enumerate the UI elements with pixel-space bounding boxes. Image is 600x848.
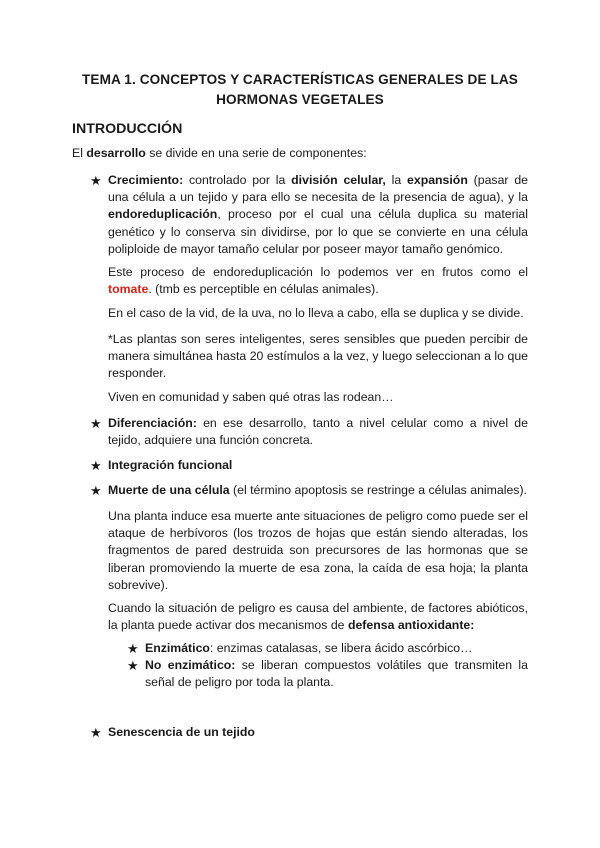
bullet-senescencia: Senescencia de un tejido: [108, 725, 255, 739]
paragraph-vid: En el caso de la vid, de la uva, no lo lleva a cabo, ella se duplica y se divide.: [108, 306, 524, 320]
bullet-diferenciacion: Diferenciación: en ese desarrollo, tanto a nivel celular como a nivel de tejido, adquiere una función concreta.: [108, 416, 528, 448]
star-bullet-icon: ★: [127, 641, 139, 656]
title-line-1: TEMA 1. CONCEPTOS Y CARACTERÍSTICAS GENERALES DE LAS: [82, 72, 518, 87]
bullet-integracion: Integración funcional: [108, 458, 233, 472]
paragraph-plantas: *Las plantas son seres inteligentes, seres sensibles que pueden percibir de manera simultánea hasta 20 estímulos a la vez, y luego seleccionan a lo que responder.: [108, 332, 528, 381]
bullet-muerte: Muerte de una célula (el término apoptosis se restringe a células animales).: [108, 483, 527, 497]
intro-paragraph: El desarrollo se divide en una serie de componentes:: [72, 146, 367, 160]
star-bullet-icon: ★: [127, 658, 139, 673]
star-bullet-icon: ★: [90, 416, 102, 431]
title-line-2: HORMONAS VEGETALES: [216, 92, 384, 107]
bullet-no-enzimatico: No enzimático: se liberan compuestos volátiles que transmiten la señal de peligro por toda la planta.: [145, 658, 528, 690]
star-bullet-icon: ★: [90, 725, 102, 740]
section-heading: INTRODUCCIÓN: [72, 121, 183, 137]
paragraph-endoreduplicacion: Este proceso de endoreduplicación lo podemos ver en frutos como el tomate. (tmb es perceptible en células animales).: [108, 265, 528, 297]
star-bullet-icon: ★: [90, 173, 102, 188]
star-bullet-icon: ★: [90, 458, 102, 473]
star-bullet-icon: ★: [90, 483, 102, 498]
paragraph-abioticos: Cuando la situación de peligro es causa del ambiente, de factores abióticos, la planta puede activar dos mecanismos de defensa antioxidante:: [108, 601, 528, 633]
bullet-crecimiento: Crecimiento: controlado por la división celular, la expansión (pasar de una célula a un tejido y para ello se necesita de la presencia de agua), y la endoreduplicación, proceso por el cual una célula duplica su material genético y lo conserva sin dividirse, por lo que se convierte en una célula poliploide de mayor tamaño celular por poseer mayor tamaño genómico.: [108, 173, 528, 256]
page-title: [40, 70, 560, 110]
paragraph-peligro: Una planta induce esa muerte ante situaciones de peligro como puede ser el ataque de herbívoros (los trozos de hojas que están siendo alteradas, los fragmentos de pared destruida son precursores de las hormonas que se liberan promoviendo la muerte de esa zona, la caída de esa hoja; la planta sobrevive).: [108, 509, 528, 592]
paragraph-comunidad: Viven en comunidad y saben qué otras las rodean…: [108, 390, 394, 404]
bullet-enzimatico: Enzimático: enzimas catalasas, se libera ácido ascórbico…: [145, 641, 473, 655]
